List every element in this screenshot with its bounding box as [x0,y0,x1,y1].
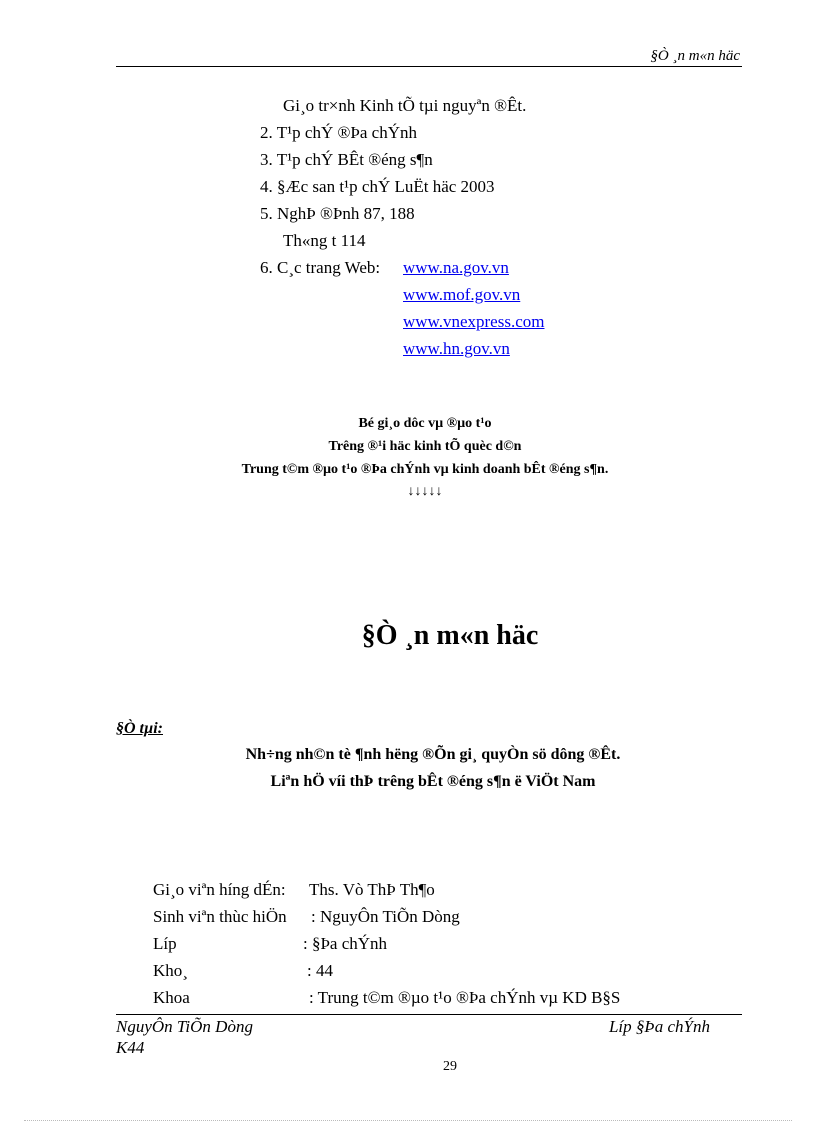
link-na-gov[interactable]: www.na.gov.vn [403,258,509,277]
ornament-arrows: ↓↓↓↓↓ [407,484,443,499]
footer-divider [116,1014,742,1015]
footer-course: K44 [116,1038,145,1057]
class-label: Líp [153,934,177,953]
course-label: Kho¸ [153,961,188,980]
topic-line-1: Nh÷ng nh©n tè ¶nh hëng ®Õn gi¸ quyÒn sö dông ®Êt. [245,746,621,763]
topic-line-2: Liªn hÖ víi thÞ trêng bÊt ®éng s¶n ë ViÖt Nam [270,773,596,790]
topic-label: §Ò tµi: [116,720,163,737]
student-value: : NguyÔn TiÕn Dòng [311,907,460,926]
institution-ministry: Bé gi¸o dôc vµ ®µo t¹o [358,416,492,431]
reference-item-6-label: 6. C¸c trang Web: [260,258,381,277]
document-title: §Ò ¸n m«n häc [361,620,539,651]
link-mof-gov[interactable]: www.mof.gov.vn [403,285,521,304]
advisor-value: Ths. Vò ThÞ Th¶o [309,880,435,899]
footer-author: NguyÔn TiÕn Dòng [116,1017,253,1036]
faculty-value: : Trung t©m ®µo t¹o ®Þa chÝnh vµ KD B§S [309,988,621,1007]
reference-item-1: Gi¸o tr×nh Kinh tÕ tµi nguyªn ®Êt. [283,96,527,115]
footer-class: Líp §Þa chÝnh [608,1017,710,1036]
institution-university: Trêng ®¹i häc kinh tÕ quèc d©n [328,439,522,454]
reference-item-2: 2. T¹p chÝ ®Þa chÝnh [260,123,417,142]
link-hn-gov[interactable]: www.hn.gov.vn [403,339,510,358]
page-bottom-border [24,1120,792,1121]
reference-item-5: 5. NghÞ ®Þnh 87, 188 [260,204,415,223]
course-value: : 44 [307,961,333,980]
faculty-label: Khoa [153,988,190,1007]
reference-item-5-continued: Th«ng t 114 [283,231,366,250]
reference-item-4: 4. §Æc san t¹p chÝ LuËt häc 2003 [260,177,495,196]
reference-item-3: 3. T¹p chÝ BÊt ®éng s¶n [260,150,433,169]
header-divider [116,66,742,67]
institution-center: Trung t©m ®µo t¹o ®Þa chÝnh vµ kinh doanh bÊt ®éng s¶n. [241,462,609,477]
advisor-label: Gi¸o viªn híng dÉn: [153,880,286,899]
link-vnexpress[interactable]: www.vnexpress.com [403,312,545,331]
student-label: Sinh viªn thùc hiÖn [153,907,287,926]
page-number: 29 [443,1059,457,1074]
header-title: §Ò ¸n m«n häc [650,48,740,64]
class-value: : §Þa chÝnh [303,934,388,953]
